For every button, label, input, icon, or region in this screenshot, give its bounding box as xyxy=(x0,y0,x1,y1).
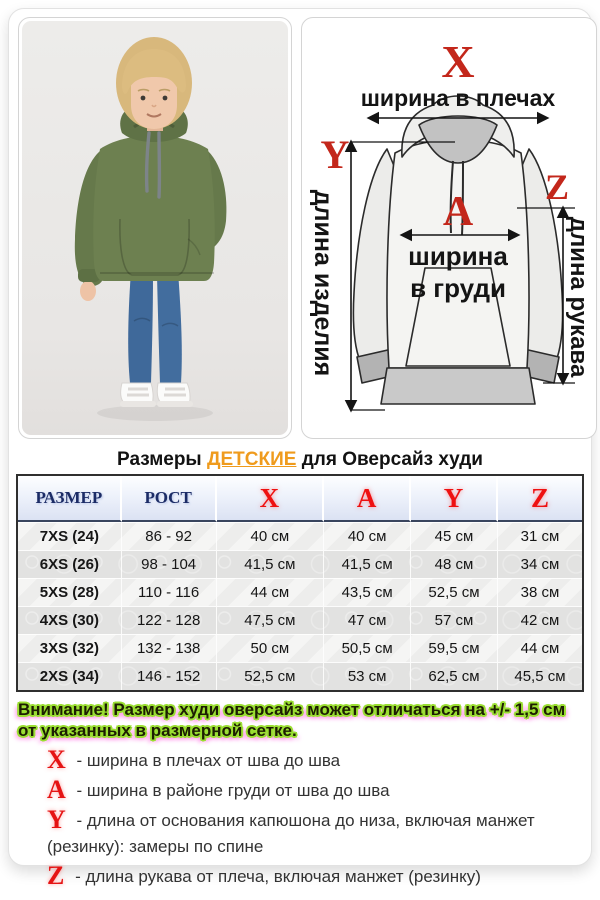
value-cell: 34 см xyxy=(498,550,582,578)
value-cell: 47 см xyxy=(324,606,411,634)
table-row xyxy=(18,578,582,606)
table-row xyxy=(18,550,582,578)
legend-text: - ширина в плечах от шва до шва xyxy=(71,751,341,770)
y-label: длина изделия xyxy=(309,189,337,377)
title-prefix: Размеры xyxy=(117,449,207,470)
boy-in-green-hoodie-photo xyxy=(22,21,288,435)
table-row xyxy=(18,522,582,550)
size-cell: 2XS (34) xyxy=(18,662,122,690)
top-images-row xyxy=(9,9,591,439)
legend-text: - длина от основания капюшона до низа, включая манжет (резинку): замеры по спине xyxy=(47,811,535,856)
x-letter: X xyxy=(441,36,475,87)
value-cell: 41,5 см xyxy=(217,550,325,578)
header-x: X xyxy=(217,476,325,522)
value-cell: 44 см xyxy=(217,578,325,606)
photo-card xyxy=(18,17,292,439)
warning-note: Внимание! Размер худи оверсайз может отличаться на +/- 1,5 см от указанных в размерной сетке. xyxy=(18,700,566,740)
z-letter: Z xyxy=(544,167,570,207)
value-cell: 45 см xyxy=(411,522,498,550)
value-cell: 59,5 см xyxy=(411,634,498,662)
size-cell: 4XS (30) xyxy=(18,606,122,634)
z-label: длина рукава xyxy=(565,216,592,378)
value-cell: 42 см xyxy=(498,606,582,634)
measure-letter: Z xyxy=(47,861,65,890)
value-cell: 38 см xyxy=(498,578,582,606)
title-highlight: ДЕТСКИЕ xyxy=(206,449,297,470)
header-a: A xyxy=(324,476,411,522)
legend-text: - ширина в районе груди от шва до шва xyxy=(71,781,390,800)
value-cell: 110 - 116 xyxy=(122,578,217,606)
header-height: РОСТ xyxy=(122,476,217,522)
value-cell: 122 - 128 xyxy=(122,606,217,634)
legend-item xyxy=(47,863,565,890)
size-cell: 7XS (24) xyxy=(18,522,122,550)
value-cell: 52,5 см xyxy=(217,662,325,690)
value-cell: 53 см xyxy=(324,662,411,690)
a-label-line1: ширина xyxy=(408,241,508,271)
value-cell: 50,5 см xyxy=(324,634,411,662)
header-size: РАЗМЕР xyxy=(18,476,122,522)
measurements-legend xyxy=(47,747,565,890)
value-cell: 48 см xyxy=(411,550,498,578)
table-header-row xyxy=(18,476,582,522)
header-z: Z xyxy=(498,476,582,522)
legend-item xyxy=(47,777,565,804)
hem-band xyxy=(381,368,535,404)
size-cell: 3XS (32) xyxy=(18,634,122,662)
left-hand xyxy=(80,281,96,301)
table-row xyxy=(18,662,582,690)
hoodie-measurement-diagram xyxy=(305,21,593,435)
value-cell: 43,5 см xyxy=(324,578,411,606)
size-table xyxy=(16,474,584,692)
value-cell: 86 - 92 xyxy=(122,522,217,550)
x-label: ширина в плечах xyxy=(360,85,556,111)
value-cell: 50 см xyxy=(217,634,325,662)
value-cell: 40 см xyxy=(324,522,411,550)
table-row xyxy=(18,634,582,662)
a-letter: A xyxy=(442,189,474,235)
value-cell: 146 - 152 xyxy=(122,662,217,690)
legend-item xyxy=(47,747,565,774)
measure-letter: A xyxy=(47,775,66,804)
value-cell: 45,5 см xyxy=(498,662,582,690)
value-cell: 62,5 см xyxy=(411,662,498,690)
diagram-card xyxy=(301,17,597,439)
left-eye xyxy=(141,96,146,101)
face xyxy=(131,72,177,130)
value-cell: 41,5 см xyxy=(324,550,411,578)
value-cell: 31 см xyxy=(498,522,582,550)
size-cell: 6XS (26) xyxy=(18,550,122,578)
floor-shadow xyxy=(97,405,213,421)
right-eye xyxy=(163,96,168,101)
value-cell: 132 - 138 xyxy=(122,634,217,662)
size-cell: 5XS (28) xyxy=(18,578,122,606)
legend-text: - длина рукава от плеча, включая манжет (резинку) xyxy=(70,867,481,886)
header-y: Y xyxy=(411,476,498,522)
table-row xyxy=(18,606,582,634)
value-cell: 52,5 см xyxy=(411,578,498,606)
title-suffix: для Оверсайз худи xyxy=(296,449,483,470)
y-letter: Y xyxy=(320,132,350,177)
value-cell: 44 см xyxy=(498,634,582,662)
measure-letter: X xyxy=(47,745,66,774)
value-cell: 57 см xyxy=(411,606,498,634)
value-cell: 98 - 104 xyxy=(122,550,217,578)
value-cell: 47,5 см xyxy=(217,606,325,634)
a-label-line2: в груди xyxy=(410,273,506,303)
value-cell: 40 см xyxy=(217,522,325,550)
size-chart-title xyxy=(9,449,591,471)
measure-letter: Y xyxy=(47,805,66,834)
legend-item xyxy=(47,807,565,860)
product-info-card xyxy=(8,8,592,890)
